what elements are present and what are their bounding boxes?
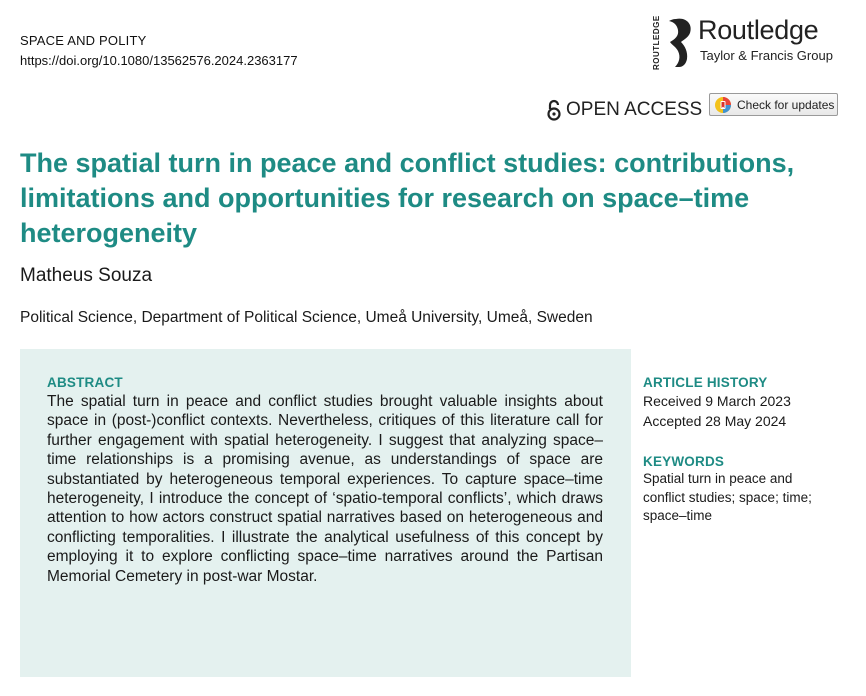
article-history-heading: ARTICLE HISTORY	[643, 375, 768, 390]
keywords-heading: KEYWORDS	[643, 454, 725, 469]
author-name: Matheus Souza	[20, 265, 153, 286]
abstract-heading: ABSTRACT	[47, 375, 123, 390]
doi-link[interactable]: https://doi.org/10.1080/13562576.2024.2363177	[20, 53, 298, 68]
journal-name: SPACE AND POLITY	[20, 33, 147, 48]
journal-header	[20, 31, 298, 71]
open-access-label: OPEN ACCESS	[566, 99, 703, 120]
abstract-section	[20, 349, 631, 677]
check-for-updates-button[interactable]	[709, 93, 838, 116]
open-lock-icon	[546, 99, 562, 121]
publisher-logo	[652, 14, 852, 70]
crossmark-icon	[713, 96, 733, 114]
accepted-date: Accepted 28 May 2024	[643, 413, 787, 429]
author-affiliation: Political Science, Department of Political Science, Umeå University, Umeå, Sweden	[20, 309, 593, 326]
received-date: Received 9 March 2023	[643, 393, 791, 409]
check-for-updates-label: Check for updates	[737, 97, 835, 112]
open-access-badge	[546, 99, 702, 121]
abstract-text: The spatial turn in peace and conflict studies brought valuable insights about space in (post-)conflict contexts. Nevertheless, critiques of this literature call for further engagement with spatial heterogeneity. I suggest that analyzing space–time relationships is a promising avenue, as understandings of space are substantiated by heterogeneous temporal experiences. To capture space–time heterogeneity, I introduce the concept of ‘spatio-temporal conflicts’, which draws attention to how actors construct spatial narratives based on heterogeneous and conflicting temporalities. I illustrate the analytical usefulness of this concept by employing it to explore conflicting space–time narratives around the Partisan Memorial Cemetery in post-war Mostar.	[47, 393, 603, 585]
publisher-vertical-label: ROUTLEDGE	[652, 15, 661, 70]
article-title: The spatial turn in peace and conflict studies: contributions, limitations and opportunities for research on space–time heterogeneity	[20, 148, 795, 248]
keywords-section	[643, 453, 853, 526]
article-history	[643, 374, 853, 431]
publisher-name: Routledge	[698, 15, 819, 45]
keywords-list: Spatial turn in peace and conflict studies; space; time; space–time	[643, 471, 812, 523]
routledge-head-icon	[666, 16, 696, 68]
publisher-group: Taylor & Francis Group	[700, 48, 833, 63]
